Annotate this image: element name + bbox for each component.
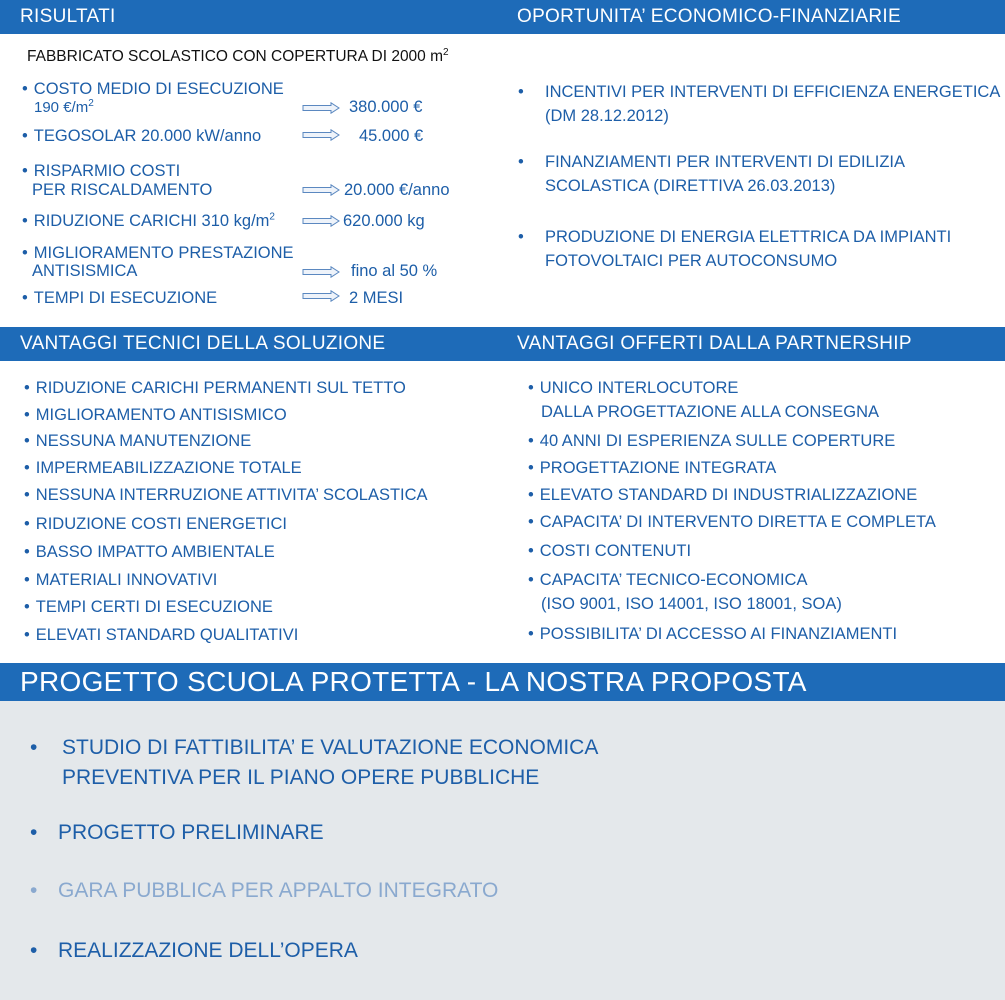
risultati-row-5-value: fino al 50 % [351, 262, 438, 280]
risultati-row-2-label: • TEGOSOLAR 20.000 kW/anno [22, 127, 261, 146]
header-vantaggi-tecnici: VANTAGGI TECNICI DELLA SOLUZIONE [20, 333, 386, 354]
risultati-subtitle: FABBRICATO SCOLASTICO CON COPERTURA DI 2000 $m^2$ [27, 46, 449, 65]
bullet-icon: • [30, 879, 38, 902]
risultati-row-1-value: 380.000 € [349, 98, 423, 116]
bullet-icon: • [30, 821, 38, 844]
header-progetto: PROGETTO SCUOLA PROTETTA - LA NOSTRA PROPOSTA [20, 666, 807, 697]
opportunita-item-3: • PRODUZIONE DI ENERGIA ELETTRICA DA IMPIANTI FOTOVOLTAICI PER AUTOCONSUMO [518, 225, 998, 273]
risultati-row-4-label: • RIDUZIONE CARICHI 310 $kg/m^2$ [22, 212, 275, 231]
list-item-continued: (ISO 9001, ISO 14001, ISO 18001, SOA) [541, 595, 842, 613]
risultati-row-1-label: • COSTO MEDIO DI ESECUZIONE [22, 80, 284, 99]
proposta-item-3: • GARA PUBBLICA PER APPALTO INTEGRATO [30, 876, 530, 906]
header-bar-top [0, 0, 1005, 34]
risultati-row-5-sub: ANTISISMICA [32, 262, 138, 280]
list-item: • NESSUNA INTERRUZIONE ATTIVITA’ SCOLASTICA [24, 486, 428, 505]
header-risultati: RISULTATI [20, 6, 116, 27]
proposta-item-1: • STUDIO DI FATTIBILITA’ E VALUTAZIONE ECONOMICA PREVENTIVA PER IL PIANO OPERE PUBBLICHE [30, 733, 650, 793]
list-item: • UNICO INTERLOCUTORE [528, 379, 738, 398]
risultati-row-5-label: • MIGLIORAMENTO PRESTAZIONE [22, 244, 294, 263]
bullet-icon: • [518, 228, 524, 246]
risultati-row-3-label: • RISPARMIO COSTI [22, 162, 180, 181]
list-item: • RIDUZIONE CARICHI PERMANENTI SUL TETTO [24, 379, 406, 398]
list-item: • CAPACITA’ DI INTERVENTO DIRETTA E COMPLETA [528, 513, 936, 532]
header-opportunita: OPORTUNITA’ ECONOMICO-FINANZIARIE [517, 6, 901, 27]
outline-right-arrow-icon [302, 290, 340, 302]
outline-right-arrow-icon [302, 266, 340, 278]
list-item: • MATERIALI INNOVATIVI [24, 571, 217, 590]
risultati-row-4-value: 620.000 kg [343, 212, 425, 230]
risultati-row-6-value: 2 MESI [349, 289, 404, 307]
list-item: • NESSUNA MANUTENZIONE [24, 432, 251, 451]
opportunita-item-2: • FINANZIAMENTI PER INTERVENTI DI EDILIZIA SCOLASTICA (DIRETTIVA 26.03.2013) [518, 150, 998, 198]
list-item: • CAPACITA’ TECNICO-ECONOMICA [528, 571, 807, 590]
risultati-row-3-sub: PER RISCALDAMENTO [32, 181, 213, 199]
list-item: • TEMPI CERTI DI ESECUZIONE [24, 598, 273, 617]
list-item-continued: DALLA PROGETTAZIONE ALLA CONSEGNA [541, 403, 880, 421]
bullet-icon: • [518, 153, 524, 171]
risultati-row-1-sub: 190 $€/m^2$ [34, 98, 94, 116]
bullet-icon: • [518, 83, 524, 101]
outline-right-arrow-icon [302, 184, 340, 196]
bullet-icon: • [30, 736, 38, 759]
list-item: • RIDUZIONE COSTI ENERGETICI [24, 515, 287, 534]
bullet-icon: • [30, 939, 38, 962]
list-item: • MIGLIORAMENTO ANTISISMICO [24, 406, 287, 425]
risultati-row-3-value: 20.000 €/anno [344, 181, 450, 199]
header-vantaggi-partnership: VANTAGGI OFFERTI DALLA PARTNERSHIP [517, 333, 912, 354]
list-item: • 40 ANNI DI ESPERIENZA SULLE COPERTURE [528, 432, 895, 451]
list-item: • PROGETTAZIONE INTEGRATA [528, 459, 776, 478]
header-bar-proposta [0, 663, 1005, 701]
proposta-item-2: • PROGETTO PRELIMINARE [30, 818, 430, 848]
list-item: • BASSO IMPATTO AMBIENTALE [24, 543, 275, 562]
header-bar-middle [0, 327, 1005, 361]
risultati-row-6-label: • TEMPI DI ESECUZIONE [22, 289, 217, 308]
list-item: • POSSIBILITA’ DI ACCESSO AI FINANZIAMENTI [528, 625, 897, 644]
list-item: • ELEVATI STANDARD QUALITATIVI [24, 626, 298, 645]
outline-right-arrow-icon [302, 215, 340, 227]
list-item: • ELEVATO STANDARD DI INDUSTRIALIZZAZIONE [528, 486, 917, 505]
proposta-item-4: • REALIZZAZIONE DELL’OPERA [30, 936, 430, 966]
risultati-row-2-value: 45.000 € [359, 127, 424, 145]
outline-right-arrow-icon [302, 129, 340, 141]
list-item: • COSTI CONTENUTI [528, 542, 691, 561]
list-item: • IMPERMEABILIZZAZIONE TOTALE [24, 459, 302, 478]
opportunita-item-1: • INCENTIVI PER INTERVENTI DI EFFICIENZA ENERGETICA (DM 28.12.2012) [518, 80, 998, 128]
outline-right-arrow-icon [302, 102, 340, 114]
